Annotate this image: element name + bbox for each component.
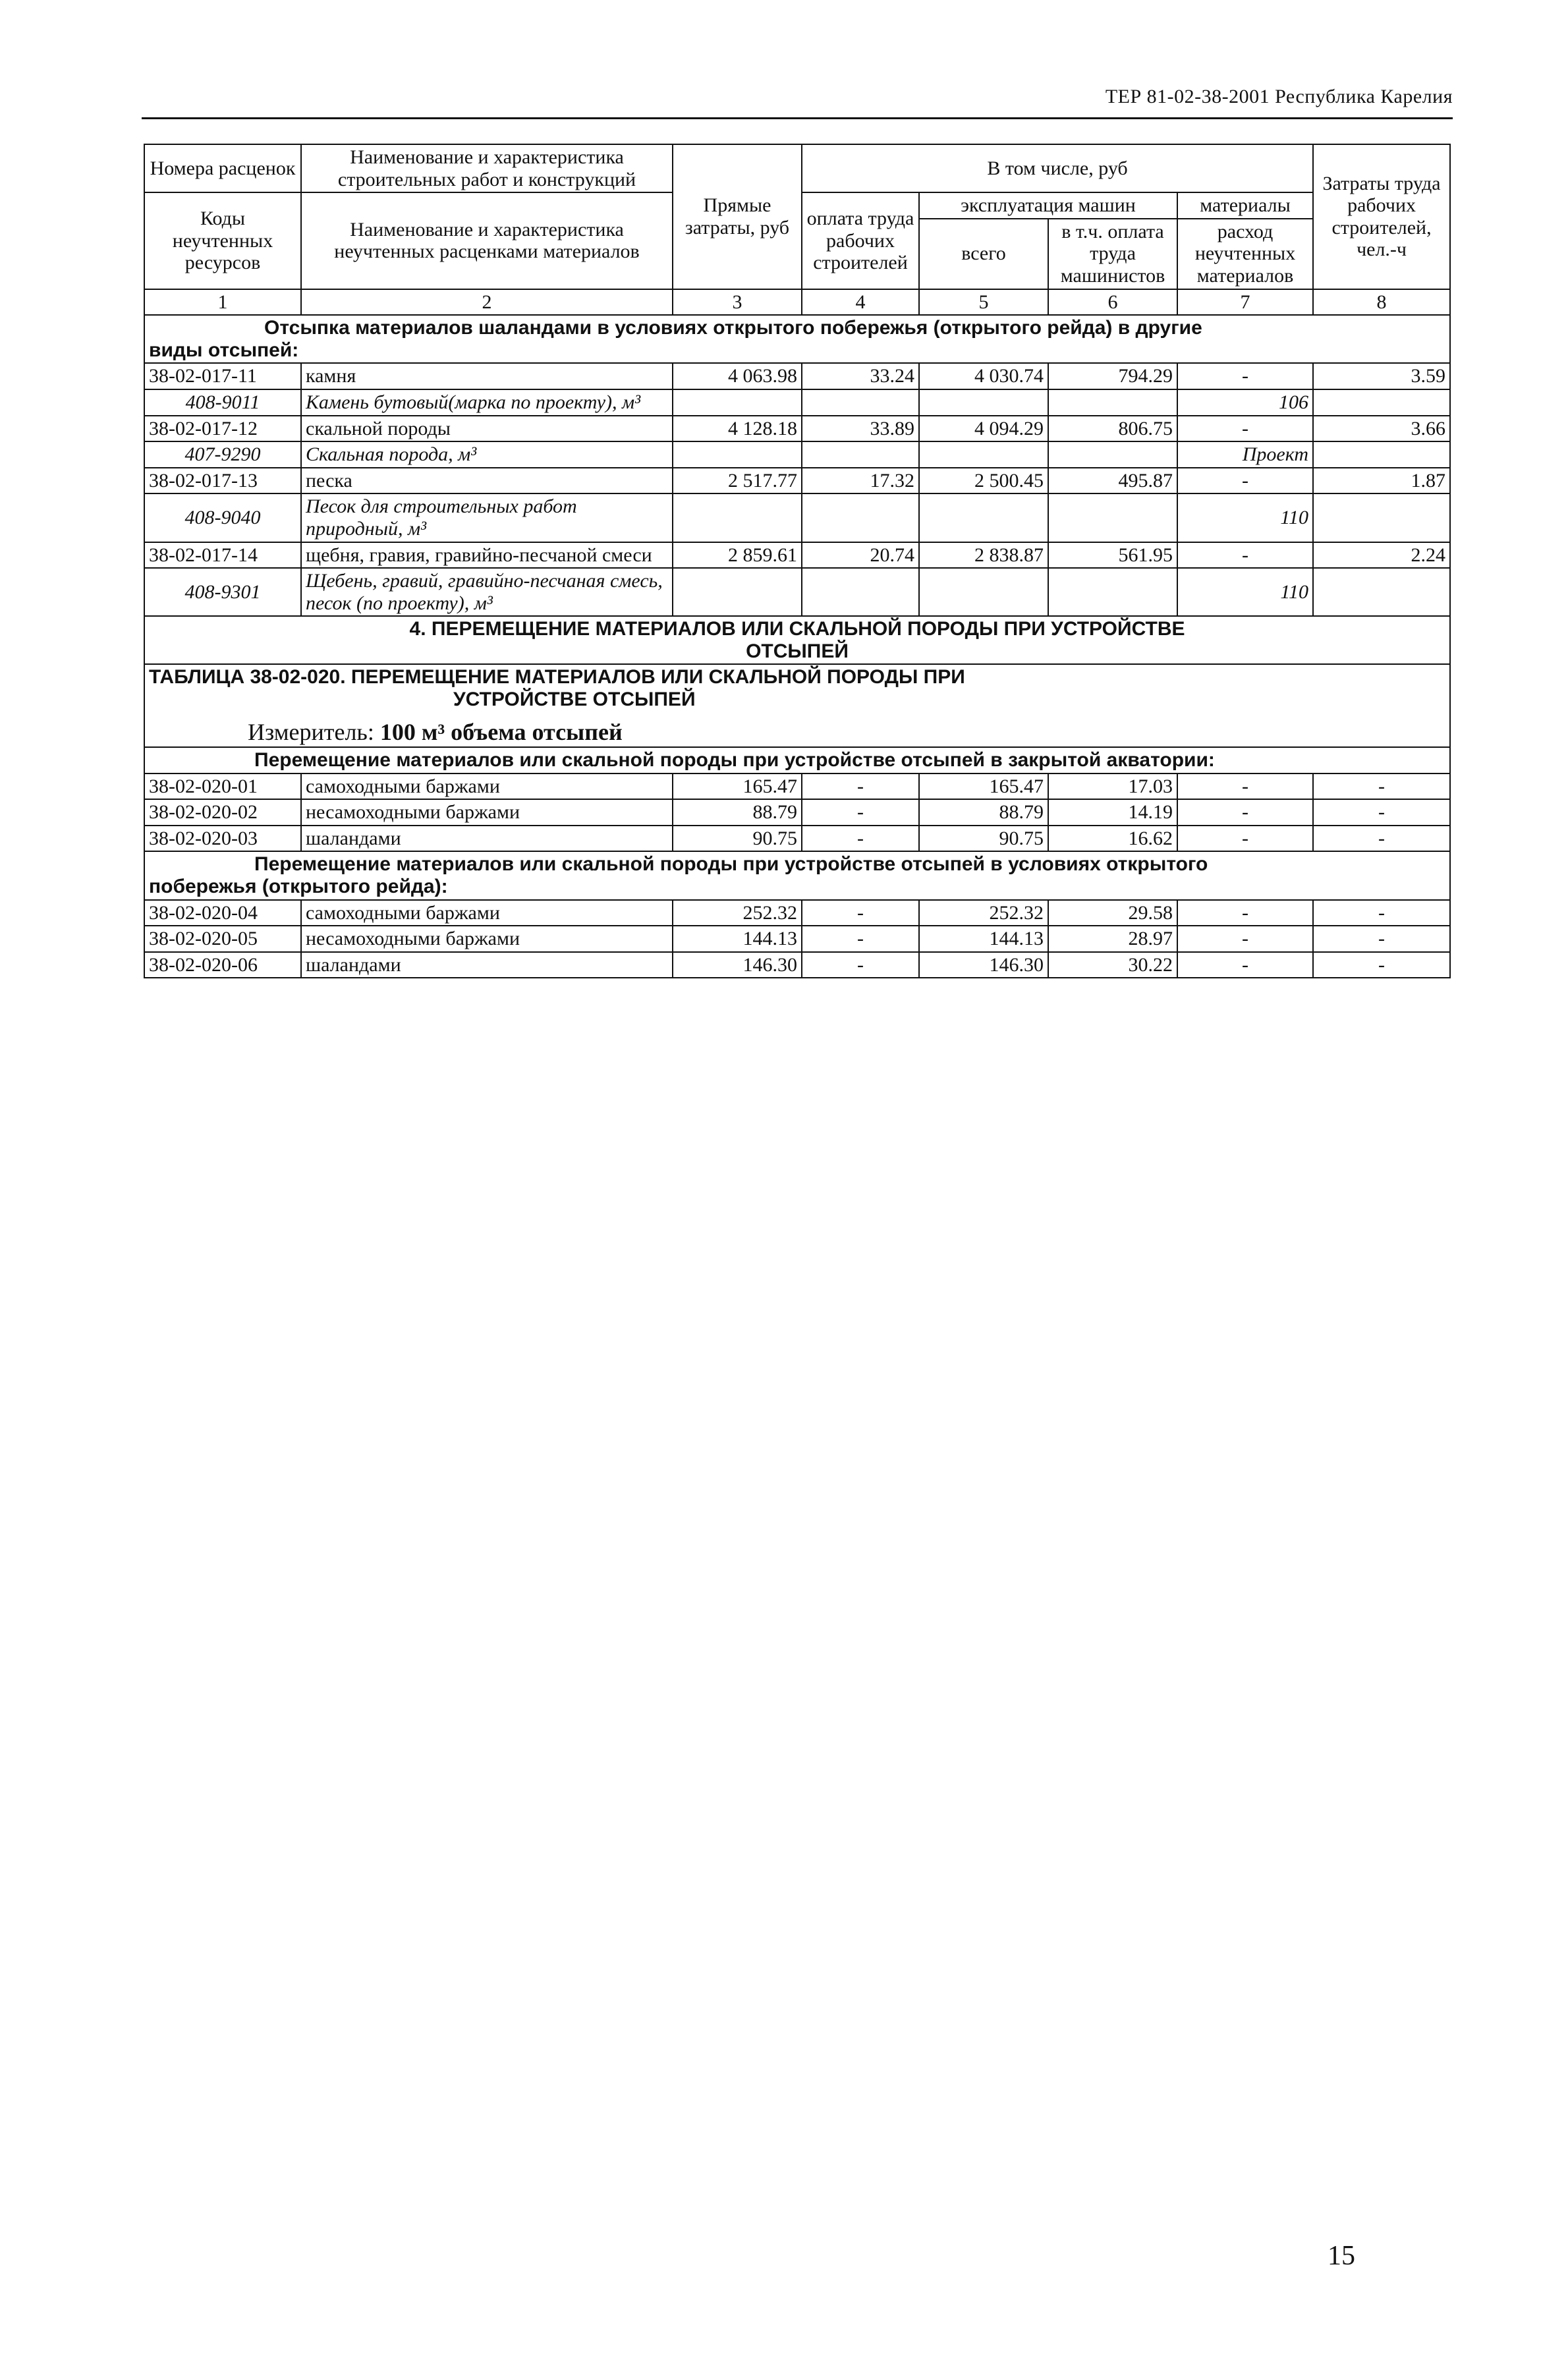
section-title-line2: ОТСЫПЕЙ <box>746 640 849 662</box>
operators-pay: 794.29 <box>1048 363 1177 389</box>
head-direct-costs: Прямые затраты, руб <box>673 144 802 289</box>
operators-pay: 28.97 <box>1048 926 1177 952</box>
column-number: 5 <box>919 289 1048 316</box>
work-name: шаландами <box>301 952 673 978</box>
materials-cost: - <box>1177 826 1313 852</box>
worker-pay: - <box>802 799 919 826</box>
table-head-row-1 <box>144 144 1450 192</box>
head-col2-bottom: Наименование и характеристика неучтенных расценками материалов <box>301 192 673 289</box>
labor-hours: - <box>1313 826 1450 852</box>
column-numbers-row <box>144 289 1450 316</box>
resource-row <box>144 441 1450 468</box>
table-title-row <box>144 664 1450 747</box>
worker-pay: - <box>802 926 919 952</box>
operators-pay: 495.87 <box>1048 468 1177 494</box>
resource-quantity: 110 <box>1177 493 1313 542</box>
machines-total: 144.13 <box>919 926 1048 952</box>
materials-cost: - <box>1177 926 1313 952</box>
worker-pay: 33.24 <box>802 363 919 389</box>
worker-pay: 20.74 <box>802 542 919 569</box>
subsection-title-line2: виды отсыпей: <box>149 339 299 361</box>
column-number: 1 <box>144 289 301 316</box>
materials-cost: - <box>1177 363 1313 389</box>
head-unaccounted-materials: расход неучтенных материалов <box>1177 219 1313 289</box>
operators-pay: 30.22 <box>1048 952 1177 978</box>
measure-unit <box>149 719 1445 745</box>
table-title-line2: УСТРОЙСТВЕ ОТСЫПЕЙ <box>453 689 696 711</box>
machines-total: 165.47 <box>919 773 1048 800</box>
direct-costs: 4 063.98 <box>673 363 802 389</box>
head-machines-total: всего <box>919 219 1048 289</box>
machines-total: 88.79 <box>919 799 1048 826</box>
head-operators-pay: в т.ч. оплата труда машинистов <box>1048 219 1177 289</box>
rate-code: 38-02-020-02 <box>144 799 301 826</box>
operators-pay: 17.03 <box>1048 773 1177 800</box>
rate-code: 38-02-017-14 <box>144 542 301 569</box>
worker-pay: - <box>802 826 919 852</box>
resource-row <box>144 493 1450 542</box>
rate-code: 38-02-020-06 <box>144 952 301 978</box>
subsection-title-line1: Отсыпка материалов шаландами в условиях открытого побережья (открытого рейда) в другие <box>264 317 1202 339</box>
column-number: 4 <box>802 289 919 316</box>
table-row <box>144 416 1450 442</box>
column-number: 7 <box>1177 289 1313 316</box>
document-header: ТЕР 81-02-38-2001 Республика Карелия <box>1105 86 1453 107</box>
work-name: шаландами <box>301 826 673 852</box>
group-heading-row <box>144 747 1450 773</box>
labor-hours: 1.87 <box>1313 468 1450 494</box>
direct-costs: 2 859.61 <box>673 542 802 569</box>
machines-total: 252.32 <box>919 900 1048 926</box>
table-row <box>144 900 1450 926</box>
work-name: щебня, гравия, гравийно-песчаной смеси <box>301 542 673 569</box>
subsection-heading-row <box>144 315 1450 363</box>
head-col2-top: Наименование и характеристика строительных работ и конструкций <box>301 144 673 192</box>
machines-total: 4 030.74 <box>919 363 1048 389</box>
labor-hours: 3.59 <box>1313 363 1450 389</box>
table-row <box>144 468 1450 494</box>
worker-pay: - <box>802 952 919 978</box>
measure-value: 100 м³ объема отсыпей <box>379 718 623 745</box>
resource-quantity: Проект <box>1177 441 1313 468</box>
resource-code: 408-9301 <box>144 568 301 616</box>
labor-hours: - <box>1313 952 1450 978</box>
direct-costs: 252.32 <box>673 900 802 926</box>
resource-name: Камень бутовый(марка по проекту), м³ <box>301 389 673 416</box>
direct-costs: 88.79 <box>673 799 802 826</box>
group-heading-row <box>144 851 1450 899</box>
table-row <box>144 926 1450 952</box>
table-title-line1: ТАБЛИЦА 38-02-020. ПЕРЕМЕЩЕНИЕ МАТЕРИАЛОВ ИЛИ СКАЛЬНОЙ ПОРОДЫ ПРИ <box>149 666 965 689</box>
head-worker-pay: оплата труда рабочих строителей <box>802 192 919 289</box>
rate-code: 38-02-017-11 <box>144 363 301 389</box>
materials-cost: - <box>1177 773 1313 800</box>
operators-pay: 29.58 <box>1048 900 1177 926</box>
table-row <box>144 799 1450 826</box>
machines-total: 2 838.87 <box>919 542 1048 569</box>
resource-code: 408-9040 <box>144 493 301 542</box>
work-name: несамоходными баржами <box>301 799 673 826</box>
table-row <box>144 952 1450 978</box>
machines-total: 4 094.29 <box>919 416 1048 442</box>
resource-row <box>144 389 1450 416</box>
resource-name: Щебень, гравий, гравийно-песчаная смесь, песок (по проекту), м³ <box>301 568 673 616</box>
work-name: камня <box>301 363 673 389</box>
table-row <box>144 826 1450 852</box>
column-number: 8 <box>1313 289 1450 316</box>
materials-cost: - <box>1177 416 1313 442</box>
labor-hours: - <box>1313 926 1450 952</box>
materials-cost: - <box>1177 542 1313 569</box>
operators-pay: 561.95 <box>1048 542 1177 569</box>
resource-code: 408-9011 <box>144 389 301 416</box>
head-including: В том числе, руб <box>802 144 1313 192</box>
column-number: 2 <box>301 289 673 316</box>
rate-code: 38-02-020-03 <box>144 826 301 852</box>
resource-quantity: 110 <box>1177 568 1313 616</box>
machines-total: 2 500.45 <box>919 468 1048 494</box>
operators-pay: 14.19 <box>1048 799 1177 826</box>
table-row <box>144 542 1450 569</box>
direct-costs: 165.47 <box>673 773 802 800</box>
group-title-open-line1: Перемещение материалов или скальной породы при устройстве отсыпей в условиях открытого <box>254 853 1208 876</box>
head-materials: материалы <box>1177 192 1313 219</box>
direct-costs: 144.13 <box>673 926 802 952</box>
materials-cost: - <box>1177 952 1313 978</box>
section-title-line1: 4. ПЕРЕМЕЩЕНИЕ МАТЕРИАЛОВ ИЛИ СКАЛЬНОЙ ПОРОДЫ ПРИ УСТРОЙСТВЕ <box>409 618 1185 640</box>
head-col1-top: Номера расценок <box>144 144 301 192</box>
column-number: 6 <box>1048 289 1177 316</box>
materials-cost: - <box>1177 799 1313 826</box>
head-labor-hours: Затраты труда рабочих строителей, чел.-ч <box>1313 144 1450 289</box>
worker-pay: 33.89 <box>802 416 919 442</box>
labor-hours: 3.66 <box>1313 416 1450 442</box>
work-name: скальной породы <box>301 416 673 442</box>
resource-quantity: 106 <box>1177 389 1313 416</box>
direct-costs: 2 517.77 <box>673 468 802 494</box>
direct-costs: 90.75 <box>673 826 802 852</box>
header-divider <box>142 117 1453 119</box>
group-title-closed: Перемещение материалов или скальной породы при устройстве отсыпей в закрытой акватории: <box>254 748 1215 771</box>
worker-pay: 17.32 <box>802 468 919 494</box>
operators-pay: 806.75 <box>1048 416 1177 442</box>
group-title-open-line2: побережья (открытого рейда): <box>149 875 448 897</box>
head-col1-bottom: Коды неучтенных ресурсов <box>144 192 301 289</box>
materials-cost: - <box>1177 900 1313 926</box>
worker-pay: - <box>802 900 919 926</box>
table-row <box>144 363 1450 389</box>
worker-pay: - <box>802 773 919 800</box>
direct-costs: 146.30 <box>673 952 802 978</box>
labor-hours: - <box>1313 799 1450 826</box>
operators-pay: 16.62 <box>1048 826 1177 852</box>
price-table <box>144 144 1451 978</box>
labor-hours: 2.24 <box>1313 542 1450 569</box>
labor-hours: - <box>1313 900 1450 926</box>
resource-name: Песок для строительных работ природный, м³ <box>301 493 673 542</box>
machines-total: 146.30 <box>919 952 1048 978</box>
work-name: несамоходными баржами <box>301 926 673 952</box>
table-row <box>144 773 1450 800</box>
resource-name: Скальная порода, м³ <box>301 441 673 468</box>
resource-row <box>144 568 1450 616</box>
rate-code: 38-02-017-13 <box>144 468 301 494</box>
section-heading-row <box>144 616 1450 664</box>
work-name: самоходными баржами <box>301 773 673 800</box>
rate-code: 38-02-017-12 <box>144 416 301 442</box>
measure-label: Измеритель: <box>248 718 374 745</box>
work-name: песка <box>301 468 673 494</box>
materials-cost: - <box>1177 468 1313 494</box>
page-number: 15 <box>1328 2241 1355 2271</box>
rate-code: 38-02-020-01 <box>144 773 301 800</box>
column-number: 3 <box>673 289 802 316</box>
direct-costs: 4 128.18 <box>673 416 802 442</box>
resource-code: 407-9290 <box>144 441 301 468</box>
rate-code: 38-02-020-04 <box>144 900 301 926</box>
labor-hours: - <box>1313 773 1450 800</box>
machines-total: 90.75 <box>919 826 1048 852</box>
rate-code: 38-02-020-05 <box>144 926 301 952</box>
head-machine-operation: эксплуатация машин <box>919 192 1177 219</box>
work-name: самоходными баржами <box>301 900 673 926</box>
